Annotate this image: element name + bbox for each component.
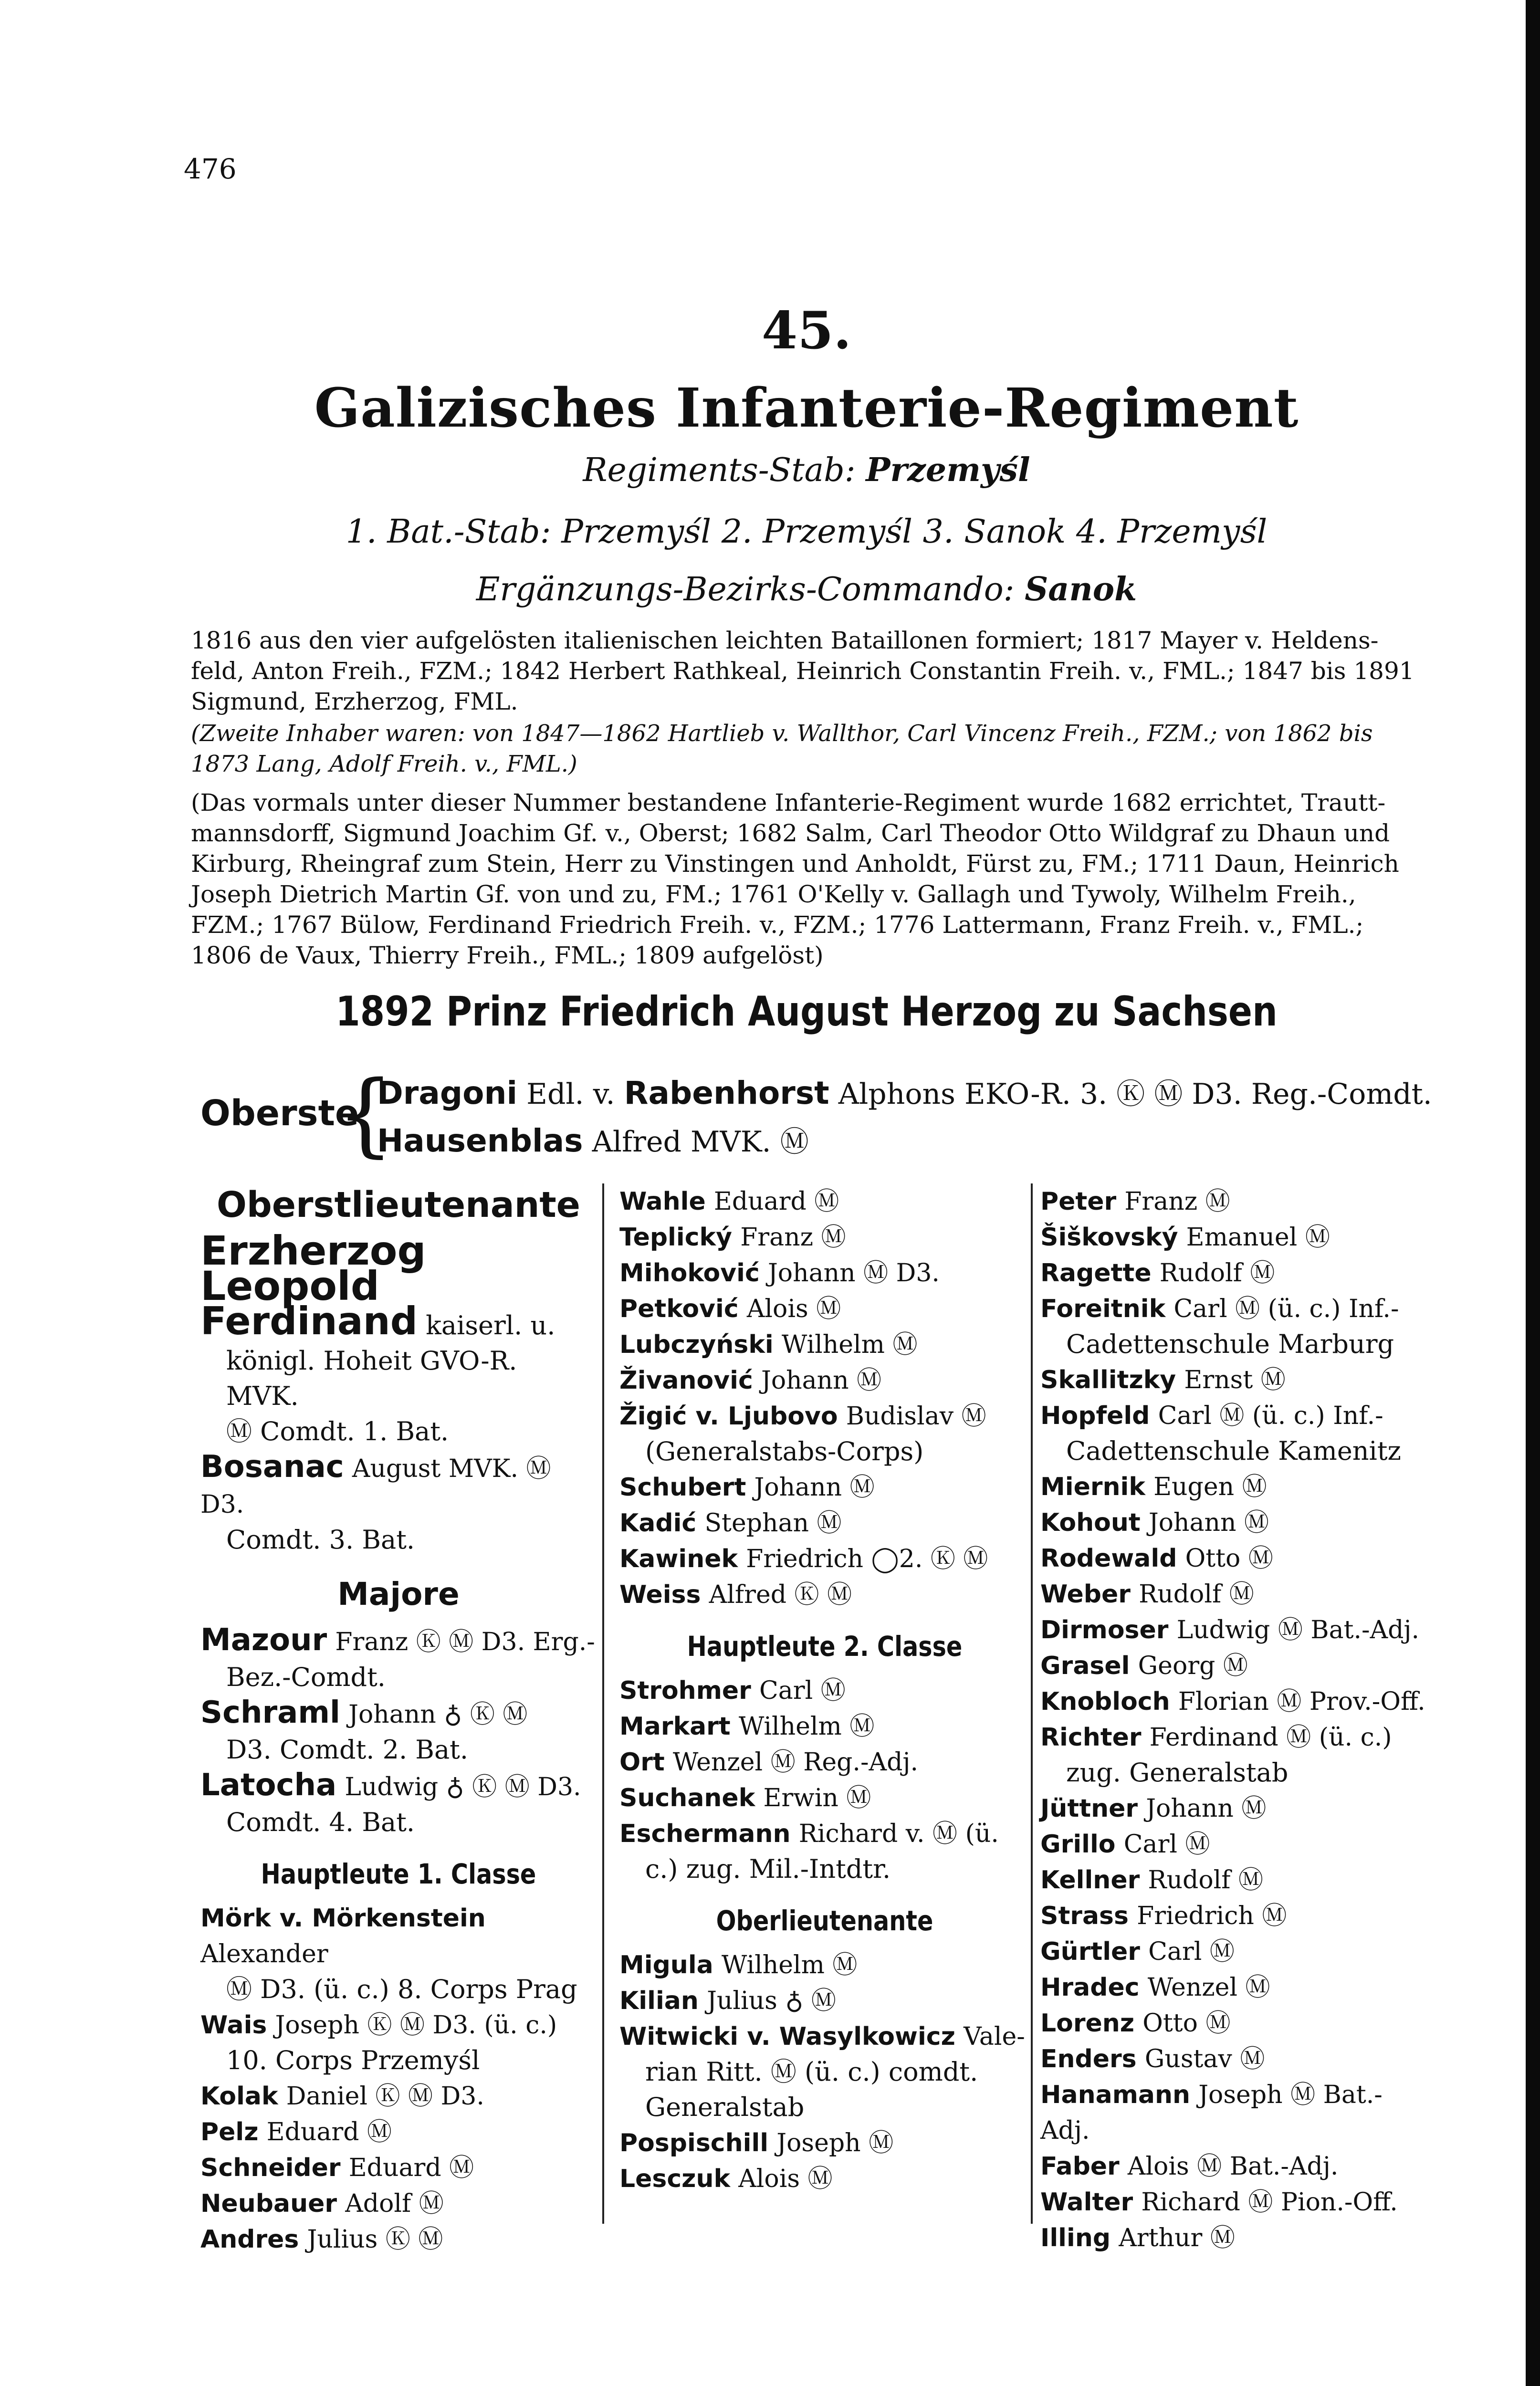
list-item: Kellner Rudolf Ⓜ bbox=[1040, 1866, 1264, 1894]
list-item: Bosanac August MVK. Ⓜ D3. Comdt. 3. Bat. bbox=[200, 1449, 551, 1555]
list-item: Pelz Eduard Ⓜ bbox=[200, 2118, 392, 2146]
erzherzog-line: Erzherzog Leopold bbox=[200, 1227, 426, 1309]
regiment-number: 45. bbox=[762, 301, 851, 361]
column-2 bbox=[619, 1183, 1030, 2197]
erg-label: Ergänzungs-Bezirks-Commando: bbox=[476, 571, 1015, 608]
list-item: Dirmoser Ludwig Ⓜ Bat.-Adj. bbox=[1040, 1616, 1420, 1644]
list-item: Kohout Johann Ⓜ bbox=[1040, 1508, 1269, 1537]
list-item: Walter Richard Ⓜ Pion.-Off. bbox=[1040, 2188, 1398, 2217]
list-item: Petković Alois Ⓜ bbox=[619, 1295, 841, 1323]
second-owners-paragraph: (Zweite Inhaber waren: von 1847—1862 Hartlieb v. Wallthor, Carl Vincenz Freih., FZM.; von 1862 bis 1873 Lang, Adolf Freih. v., FML.) bbox=[191, 720, 1373, 777]
list-item: Hanamann Joseph Ⓜ Bat.-Adj. bbox=[1040, 2081, 1383, 2145]
list-item: Schneider Eduard Ⓜ bbox=[200, 2154, 474, 2182]
battalion-staff-line: 1. Bat.-Stab: Przemyśl 2. Przemyśl 3. Sanok 4. Przemyśl bbox=[346, 513, 1268, 551]
list-item: Strohmer Carl Ⓜ bbox=[619, 1676, 846, 1705]
list-item: Enders Gustav Ⓜ bbox=[1040, 2045, 1265, 2073]
list-item: Lubczyński Wilhelm Ⓜ bbox=[619, 1330, 918, 1359]
oberst-row: Dragoni Edl. v. Rabenhorst Alphons EKO-R. 3. Ⓚ Ⓜ D3. Reg.-Comdt. bbox=[377, 1075, 1432, 1111]
brace: { bbox=[336, 1061, 394, 1167]
heading-majore: Majore bbox=[337, 1576, 460, 1612]
page-number: 476 bbox=[184, 153, 237, 185]
list-item: Strass Friedrich Ⓜ bbox=[1040, 1902, 1287, 1930]
list-item: Suchanek Erwin Ⓜ bbox=[619, 1784, 871, 1812]
regiment-owner: 1892 Prinz Friedrich August Herzog zu Sachsen bbox=[335, 988, 1278, 1036]
list-item: Jüttner Johann Ⓜ bbox=[1040, 1794, 1267, 1823]
list-item: Kilian Julius ♁ Ⓜ bbox=[619, 1987, 836, 2015]
ergaenzungs-line bbox=[162, 570, 1451, 608]
erg-value: Sanok bbox=[1025, 570, 1137, 608]
oberst-name: Dragoni bbox=[377, 1075, 518, 1111]
list-item: Migula Wilhelm Ⓜ bbox=[619, 1951, 858, 1979]
list-item: Markart Wilhelm Ⓜ bbox=[619, 1712, 875, 1741]
list-item: Wahle Eduard Ⓜ bbox=[619, 1187, 839, 1216]
list-item: Andres Julius Ⓚ Ⓜ bbox=[200, 2225, 443, 2254]
list-item: Grasel Georg Ⓜ bbox=[1040, 1652, 1248, 1680]
list-item: Gürtler Carl Ⓜ bbox=[1040, 1937, 1235, 1966]
list-item: Faber Alois Ⓜ Bat.-Adj. bbox=[1040, 2152, 1339, 2181]
list-item: Schraml Johann ♁ Ⓚ Ⓜ D3. Comdt. 2. Bat. bbox=[200, 1695, 528, 1765]
staff-value: Przemyśl bbox=[866, 451, 1030, 489]
list-item: Kadić Stephan Ⓜ bbox=[619, 1509, 842, 1538]
scan-border-right bbox=[1526, 0, 1540, 2386]
list-item: Teplický Franz Ⓜ bbox=[619, 1223, 846, 1252]
list-item: Žigić v. Ljubovo Budislav Ⓜ (Generalstabs-Corps) bbox=[619, 1402, 986, 1466]
history-paragraph: 1816 aus den vier aufgelösten italienischen leichten Bataillonen formiert; 1817 Mayer v. Heldens-feld, Anton Freih., FZM.; 1842 Herbert Rathkeal, Heinrich Constantin Freih. v., FML.; 1847 bis 1891 Sigmund, Erzherzog, FML. bbox=[191, 627, 1414, 715]
heading-oberstlieutenante: Oberstlieutenante bbox=[216, 1184, 580, 1225]
list-item: Foreitnik Carl Ⓜ (ü. c.) Inf.- Cadettenschule Marburg bbox=[1040, 1295, 1399, 1359]
list-item: Neubauer Adolf Ⓜ bbox=[200, 2189, 444, 2218]
list-item: Wais Joseph Ⓚ Ⓜ D3. (ü. c.) 10. Corps Przemyśl bbox=[200, 2011, 557, 2075]
list-item: Latocha Ludwig ♁ Ⓚ Ⓜ D3. Comdt. 4. Bat. bbox=[200, 1768, 581, 1837]
list-item: Živanović Johann Ⓜ bbox=[619, 1366, 882, 1395]
oberste-label: Oberste bbox=[200, 1093, 359, 1134]
list-item: Ort Wenzel Ⓜ Reg.-Adj. bbox=[619, 1748, 919, 1777]
staff-label: Regiments-Stab: bbox=[583, 451, 856, 489]
former-regiment-paragraph: (Das vormals unter dieser Nummer bestandene Infanterie-Regiment wurde 1682 errichtet, Trautt-mannsdorff, Sigmund Joachim Gf. v., Oberst; 1682 Salm, Carl Theodor Otto Wildgraf zu Dhaun und Kirburg, Rheingraf zum Stein, Herr zu Vinstingen und Anholdt, Fürst zu, FM.; 1711 Daun, Heinrich Joseph Dietrich Martin Gf. von und zu, FM.; 1761 O'Kelly v. Gallagh und Tywoly, Wilhelm Freih., FZM.; 1767 Bülow, Ferdinand Friedrich Freih. v., FZM.; 1776 Lattermann, Franz Freih. v., FML.; 1806 de Vaux, Thierry Freih., FML.; 1809 aufgelöst) bbox=[191, 789, 1399, 969]
list-item: Kawinek Friedrich ◯2. Ⓚ Ⓜ bbox=[619, 1545, 988, 1573]
list-item: Schubert Johann Ⓜ bbox=[619, 1473, 875, 1502]
list-item: Ragette Rudolf Ⓜ bbox=[1040, 1259, 1275, 1287]
heading-hauptleute-1: Hauptleute 1. Classe bbox=[261, 1858, 536, 1890]
list-item: Mihoković Johann Ⓜ D3. bbox=[619, 1259, 940, 1287]
list-item: Peter Franz Ⓜ bbox=[1040, 1187, 1230, 1216]
list-item: Eschermann Richard v. Ⓜ (ü. c.) zug. Mil.-Intdtr. bbox=[619, 1820, 999, 1884]
erzherzog-entry: Ferdinand kaiserl. u. königl. Hoheit GVO-R. MVK. Ⓜ Comdt. 1. Bat. bbox=[200, 1299, 555, 1446]
list-item: Weiss Alfred Ⓚ Ⓜ bbox=[619, 1580, 852, 1609]
oberst-name: Hausenblas bbox=[377, 1122, 583, 1159]
list-item: Hradec Wenzel Ⓜ bbox=[1040, 1973, 1270, 2002]
list-item: Lorenz Otto Ⓜ bbox=[1040, 2009, 1231, 2038]
list-item: Lesczuk Alois Ⓜ bbox=[619, 2165, 833, 2193]
list-item: Grillo Carl Ⓜ bbox=[1040, 1830, 1210, 1859]
list-item: Witwicki v. Wasylkowicz Vale- rian Ritt. Ⓜ (ü. c.) comdt. Generalstab bbox=[619, 2022, 1025, 2122]
list-item: Mörk v. Mörkenstein Alexander Ⓜ D3. (ü. c.) 8. Corps Prag bbox=[200, 1904, 577, 2004]
list-item: Mazour Franz Ⓚ Ⓜ D3. Erg.- Bez.-Comdt. bbox=[200, 1622, 595, 1692]
heading-hauptleute-2: Hauptleute 2. Classe bbox=[687, 1630, 963, 1663]
list-item: Richter Ferdinand Ⓜ (ü. c.) zug. Generalstab bbox=[1040, 1723, 1392, 1788]
column-3 bbox=[1040, 1183, 1432, 2256]
list-item: Pospischill Joseph Ⓜ bbox=[619, 2129, 894, 2157]
column-divider bbox=[602, 1183, 604, 2224]
list-item: Kolak Daniel Ⓚ Ⓜ D3. bbox=[200, 2082, 484, 2111]
list-item: Illing Arthur Ⓜ bbox=[1040, 2224, 1235, 2252]
list-item: Hopfeld Carl Ⓜ (ü. c.) Inf.- Cadettenschule Kamenitz bbox=[1040, 1402, 1401, 1466]
list-item: Šiškovský Emanuel Ⓜ bbox=[1040, 1223, 1330, 1252]
list-item: Rodewald Otto Ⓜ bbox=[1040, 1544, 1273, 1573]
regiments-stab-line bbox=[162, 451, 1451, 489]
heading-oberlieutenante: Oberlieutenante bbox=[716, 1905, 933, 1937]
list-item: Weber Rudolf Ⓜ bbox=[1040, 1580, 1254, 1609]
oberst-row: Hausenblas Alfred MVK. Ⓜ bbox=[377, 1122, 809, 1159]
regiment-title: Galizisches Infanterie-Regiment bbox=[314, 377, 1299, 440]
list-item: Skallitzky Ernst Ⓜ bbox=[1040, 1366, 1286, 1394]
list-item: Knobloch Florian Ⓜ Prov.-Off. bbox=[1040, 1687, 1425, 1716]
list-item: Miernik Eugen Ⓜ bbox=[1040, 1473, 1267, 1501]
column-1 bbox=[200, 1183, 597, 2257]
column-divider bbox=[1031, 1183, 1033, 2224]
